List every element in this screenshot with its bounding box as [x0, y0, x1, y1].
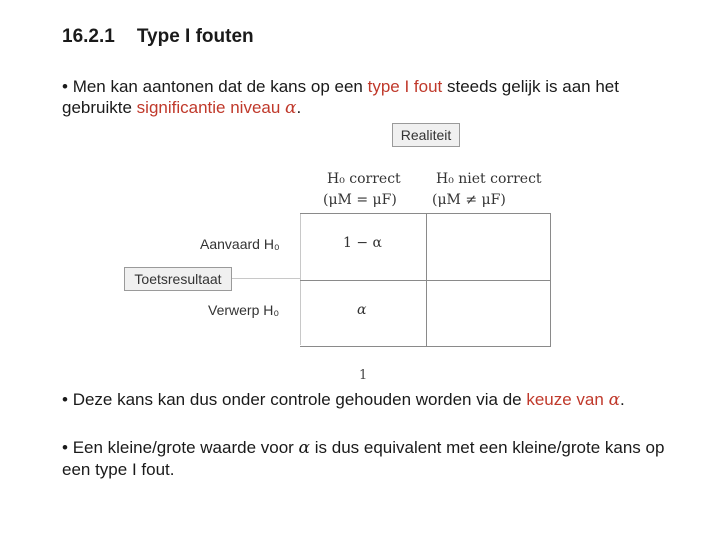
toetsresultaat-label: Toetsresultaat: [124, 267, 232, 291]
bullet1-highlight-significantie: significantie niveau: [136, 98, 286, 117]
row-label-verwerp: Verwerp H₀: [208, 302, 280, 318]
alpha-symbol: α: [608, 390, 621, 410]
cell-reject-h0-correct: α: [357, 302, 367, 318]
realiteit-label: Realiteit: [392, 123, 460, 147]
section-heading-text: Type I fouten: [136, 26, 254, 47]
alpha-symbol: α: [298, 438, 311, 458]
bullet3-text-b: is dus equivalent met een kleine/grote kans op een type I fout.: [62, 438, 665, 479]
bullet1-end: .: [296, 98, 302, 117]
column-subheader-means-equal: (μM = μF): [323, 192, 397, 208]
bullet3-text-a: Een kleine/grote waarde voor: [72, 438, 299, 457]
alpha-symbol: α: [285, 98, 297, 118]
bullet2-text: Deze kans kan dus onder controle gehouden worden via de: [72, 390, 527, 409]
bullet2-highlight-keuze: keuze van: [526, 390, 609, 409]
bullet2-end: .: [620, 390, 625, 409]
bullet-marker: •: [62, 77, 68, 96]
bullet-paragraph-1: [62, 76, 682, 119]
bullet1-text-a: Men kan aantonen dat de kans op een: [72, 77, 368, 96]
section-number: 16.2.1: [62, 26, 115, 47]
bullet1-highlight-type-i-fout: type I fout: [367, 77, 443, 96]
section-title: [62, 26, 254, 48]
column-header-h0-not-correct: H₀ niet correct: [436, 171, 542, 187]
bullet-paragraph-2: [62, 389, 682, 411]
row-label-aanvaard: Aanvaard H₀: [200, 236, 280, 252]
column-header-h0-correct: H₀ correct: [327, 171, 401, 187]
bullet-marker: •: [62, 438, 68, 457]
figure-page-number: 1: [359, 368, 368, 383]
decision-grid: [300, 213, 551, 347]
cell-accept-h0-correct: 1 − α: [343, 235, 382, 251]
column-subheader-means-not-equal: (μM ≠ μF): [432, 192, 506, 208]
bullet-paragraph-3: [62, 437, 682, 480]
toetsresultaat-connector: [230, 278, 300, 279]
bullet-marker: •: [62, 390, 68, 409]
grid-horizontal-divider: [300, 280, 550, 281]
bullet1-text-b: steeds gelijk is aan het gebruikte: [62, 77, 619, 117]
